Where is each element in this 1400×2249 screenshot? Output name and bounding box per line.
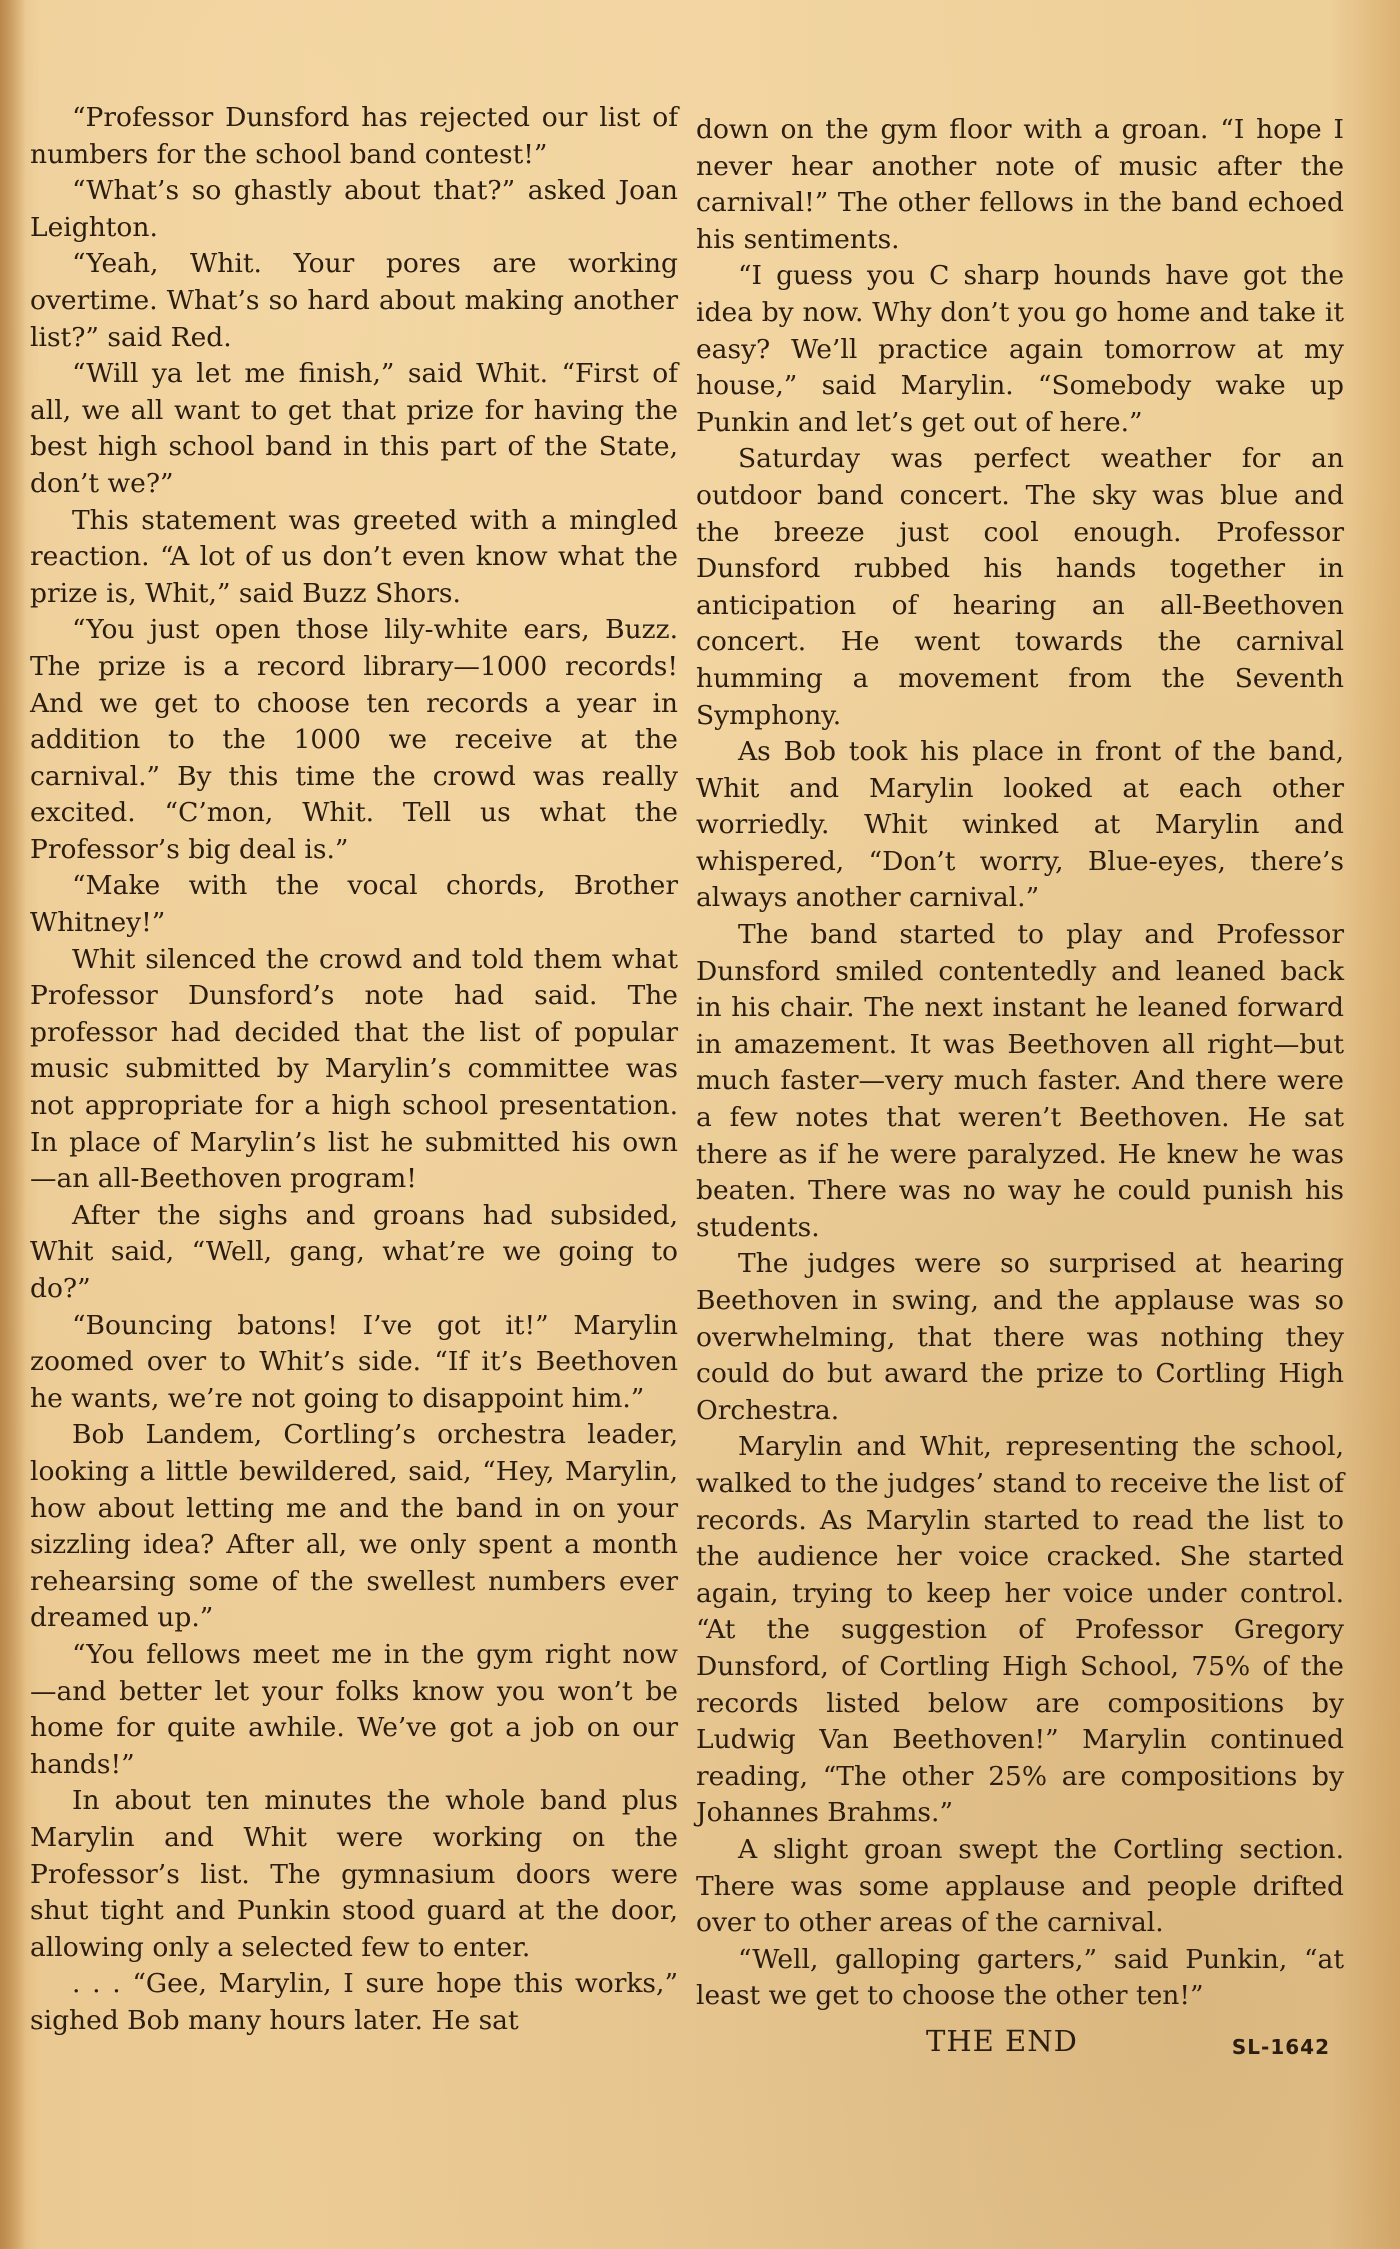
- paragraph: “I guess you C sharp hounds have got the idea by now. Why don’t you go home and take it easy? We’ll practice again tomorrow at my house,” said Marylin. “Somebody wake up Punkin and let’s get out of here.”: [696, 260, 1344, 438]
- paragraph: “Make with the vocal chords, Brother Whitney!”: [30, 870, 678, 939]
- paragraph: In about ten minutes the whole band plus Marylin and Whit were working on the Professor’s list. The gymnasium doors were shut tight and Punkin stood guard at the door, allowing only a selected few to enter.: [30, 1785, 678, 1963]
- paragraph: “Professor Dunsford has rejected our list of numbers for the school band contest!”: [30, 102, 678, 170]
- paragraph: After the sighs and groans had subsided, Whit said, “Well, gang, what’re we going to do?”: [30, 1199, 678, 1304]
- paragraph: “Bouncing batons! I’ve got it!” Marylin zoomed over to Whit’s side. “If it’s Beethoven he wants, we’re not going to disappoint him.”: [30, 1309, 678, 1414]
- paragraph: Whit silenced the crowd and told them what Professor Dunsford’s note had said. The professor had decided that the list of popular music submitted by Marylin’s committee was not appropriate for a high school presentation. In place of Marylin’s list he submitted his own—an all-Beethoven program!: [30, 943, 678, 1195]
- paragraph: “You fellows meet me in the gym right now—and better let your folks know you won’t be home for quite awhile. We’ve got a job on our hands!”: [30, 1638, 678, 1780]
- paragraph: Marylin and Whit, representing the school, walked to the judges’ stand to receive the list of records. As Marylin started to read the list to the audience her voice cracked. She started again, trying to keep her voice under control. “At the suggestion of Professor Gregory Dunsford, of Cortling High School, 75% of the records listed below are compositions by Ludwig Van Beethoven!” Marylin continued reading, “The other 25% are compositions by Johannes Brahms.”: [696, 1431, 1344, 1829]
- paragraph: “What’s so ghastly about that?” asked Joan Leighton.: [30, 175, 678, 243]
- print-code: SL-1642: [1231, 2034, 1330, 2059]
- paragraph: Saturday was perfect weather for an outdoor band concert. The sky was blue and the breeze just cool enough. Professor Dunsford rubbed his hands together in anticipation of hearing an all-Beethoven concert. He went towards the carnival humming a movement from the Seventh Symphony.: [696, 443, 1344, 731]
- paragraph: The judges were so surprised at hearing Beethoven in swing, and the applause was so overwhelming, that there was nothing they could do but award the prize to Cortling High Orchestra.: [696, 1248, 1344, 1426]
- paragraph: This statement was greeted with a mingled reaction. “A lot of us don’t even know what the prize is, Whit,” said Buzz Shors.: [30, 504, 678, 609]
- paragraph: A slight groan swept the Cortling section. There was some applause and people drifted over to other areas of the carnival.: [696, 1833, 1344, 1939]
- paragraph: “You just open those lily-white ears, Buzz. The prize is a record library—1000 records! And we get to choose ten records a year in addition to the 1000 we receive at the carnival.” By this time the crowd was really excited. “C’mon, Whit. Tell us what the Professor’s big deal is.”: [30, 614, 678, 865]
- left-text-column: [30, 100, 678, 2039]
- paragraph: down on the gym floor with a groan. “I hope I never hear another note of music after the carnival!” The other fellows in the band echoed his sentiments.: [696, 114, 1344, 255]
- paragraph: Bob Landem, Cortling’s orchestra leader, looking a little bewildered, said, “Hey, Marylin, how about letting me and the band in on your sizzling idea? After all, we only spent a month rehearsing some of the swellest numbers ever dreamed up.”: [30, 1419, 678, 1634]
- end-row: [696, 2023, 1344, 2073]
- the-end-title: THE END: [926, 2023, 1078, 2058]
- paragraph: “Will ya let me finish,” said Whit. “First of all, we all want to get that prize for having the best high school band in this part of the State, don’t we?”: [30, 358, 678, 499]
- paragraph: “Well, galloping garters,” said Punkin, “at least we get to choose the other ten!”: [696, 1943, 1344, 2012]
- right-text-column: [696, 112, 1344, 2073]
- paragraph: . . . “Gee, Marylin, I sure hope this works,” sighed Bob many hours later. He sat: [30, 1968, 678, 2036]
- paragraph: The band started to play and Professor Dunsford smiled contentedly and leaned back in his chair. The next instant he leaned forward in amazement. It was Beethoven all right—but much faster—very much faster. And there were a few notes that weren’t Beethoven. He sat there as if he were paralyzed. He knew he was beaten. There was no way he could punish his students.: [696, 919, 1344, 1243]
- page-edge-shadow: [0, 0, 26, 2249]
- paragraph: As Bob took his place in front of the band, Whit and Marylin looked at each other worriedly. Whit winked at Marylin and whispered, “Don’t worry, Blue-eyes, there’s always another carnival.”: [696, 736, 1344, 914]
- paragraph: “Yeah, Whit. Your pores are working overtime. What’s so hard about making another list?” said Red.: [30, 248, 678, 353]
